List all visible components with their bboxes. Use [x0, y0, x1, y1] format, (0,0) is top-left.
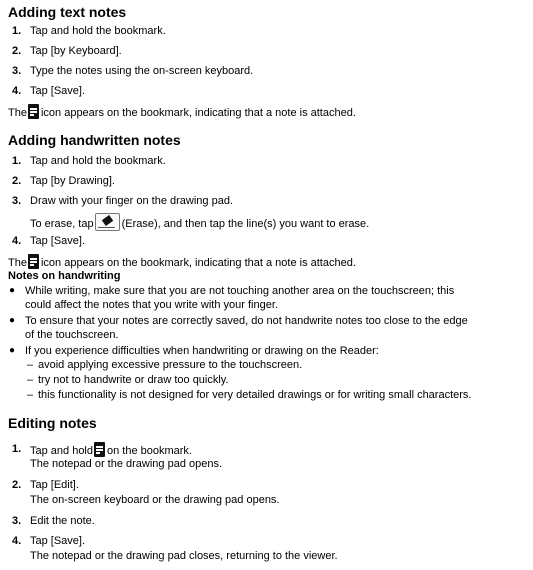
sub-item: try not to handwrite or draw too quickly.	[38, 374, 229, 386]
dash-icon: –	[27, 359, 34, 371]
step-number: 1.	[12, 25, 22, 37]
step-number: 2.	[12, 175, 22, 187]
section-title: Adding text notes	[8, 4, 127, 20]
bullet-icon: ●	[9, 285, 16, 296]
step-text: Tap [by Keyboard].	[30, 45, 122, 57]
step-text: Edit the note.	[30, 515, 95, 527]
step-text: Tap [Save].	[30, 85, 86, 97]
bullet-icon: ●	[9, 345, 16, 356]
sub-item: avoid applying excessive pressure to the touchscreen.	[38, 359, 303, 371]
erase-instruction: To erase, tap (Erase), and then tap the line(s) you want to erase.	[30, 213, 369, 231]
bullet-line: While writing, make sure that you are not touching another area on the touchscreen; this	[25, 285, 455, 297]
note-icon	[28, 104, 39, 119]
step-text: Tap and hold the bookmark.	[30, 25, 166, 37]
notes-heading: Notes on handwriting	[8, 270, 121, 282]
step-number: 4.	[12, 85, 22, 97]
step-number: 2.	[12, 479, 22, 491]
section-title: Adding handwritten notes	[8, 132, 181, 148]
section-title: Editing notes	[8, 415, 97, 431]
step-number: 3.	[12, 195, 22, 207]
bullet-icon: ●	[9, 315, 16, 326]
note-attached-line: The icon appears on the bookmark, indicating that a note is attached.	[8, 254, 356, 270]
bullet-line: To ensure that your notes are correctly saved, do not handwrite notes too close to the edge	[25, 315, 468, 327]
note-icon	[28, 254, 39, 269]
step-text: Tap [Save].	[30, 535, 86, 547]
step-text: Tap and hold the bookmark.	[30, 155, 166, 167]
step-text: Type the notes using the on-screen keyboard.	[30, 65, 254, 77]
step-text: Tap [Save].	[30, 235, 86, 247]
step-number: 2.	[12, 45, 22, 57]
step-number: 4.	[12, 535, 22, 547]
bullet-line: If you experience difficulties when handwriting or drawing on the Reader:	[25, 345, 379, 357]
dash-icon: –	[27, 389, 34, 401]
step-detail: The on-screen keyboard or the drawing pad opens.	[30, 494, 280, 506]
step-text: Tap [by Drawing].	[30, 175, 115, 187]
step-detail: The notepad or the drawing pad closes, returning to the viewer.	[30, 550, 338, 562]
note-attached-line: The icon appears on the bookmark, indicating that a note is attached.	[8, 104, 356, 120]
erase-icon	[95, 213, 120, 231]
step-number: 4.	[12, 235, 22, 247]
bullet-line: could affect the notes that you write with your finger.	[25, 299, 278, 311]
step-number: 1.	[12, 443, 22, 455]
bullet-line: of the touchscreen.	[25, 329, 119, 341]
step-detail: The notepad or the drawing pad opens.	[30, 458, 223, 470]
step-number: 3.	[12, 515, 22, 527]
dash-icon: –	[27, 374, 34, 386]
step-text: Tap [Edit].	[30, 479, 79, 491]
step-text: Draw with your finger on the drawing pad.	[30, 195, 233, 207]
note-icon	[94, 442, 105, 457]
step-number: 1.	[12, 155, 22, 167]
sub-item: this functionality is not designed for very detailed drawings or for writing small characters.	[38, 389, 472, 401]
step-number: 3.	[12, 65, 22, 77]
step-text: Tap and hold on the bookmark.	[30, 442, 192, 458]
